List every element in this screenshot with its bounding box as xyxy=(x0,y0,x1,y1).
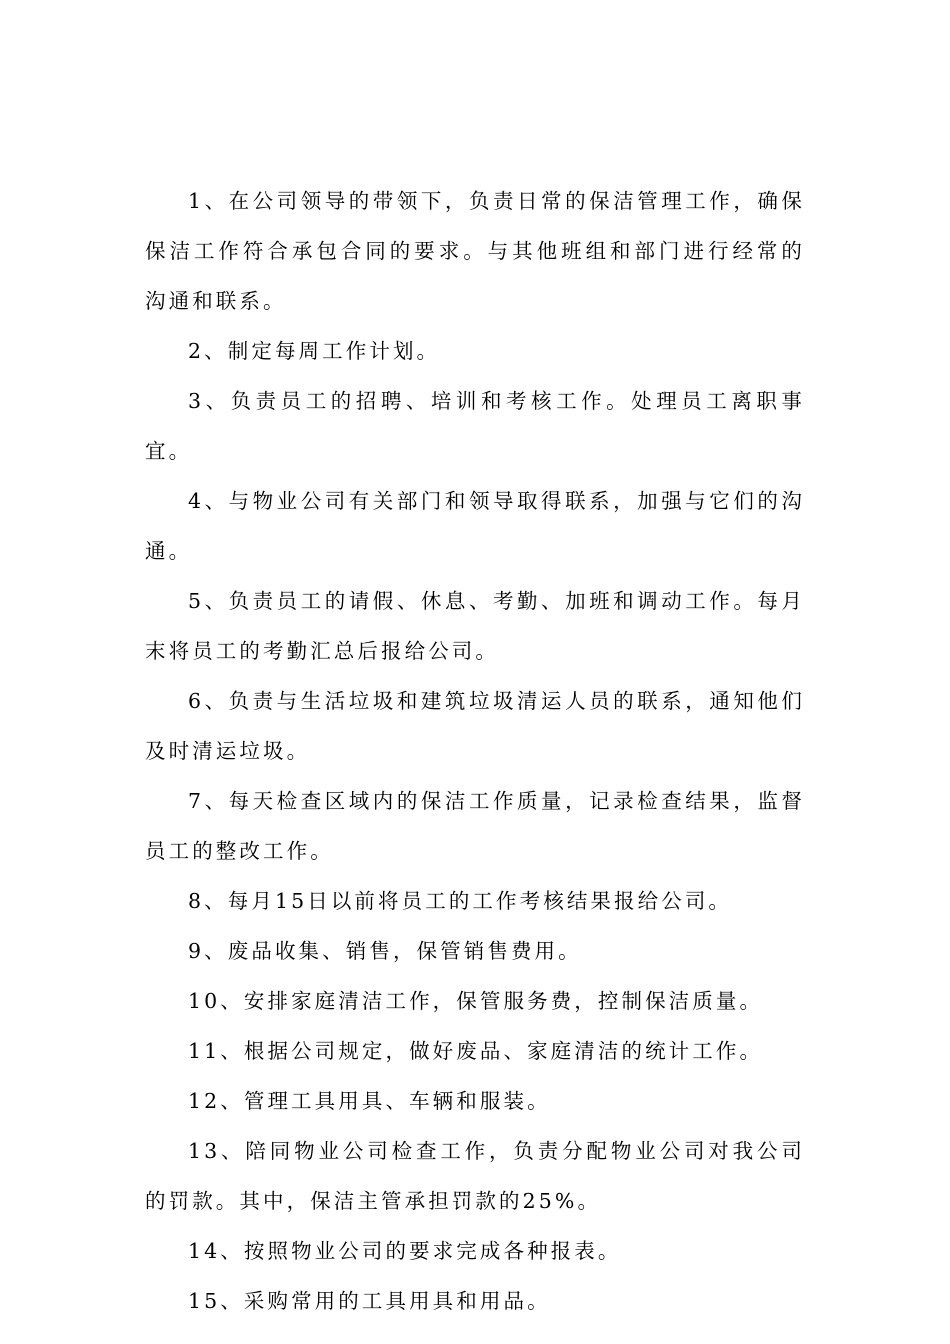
duty-item-5: 5、负责员工的请假、休息、考勤、加班和调动工作。每月末将员工的考勤汇总后报给公司。 xyxy=(145,589,805,663)
duty-item-12: 12、管理工具用具、车辆和服装。 xyxy=(188,1089,551,1113)
duty-item-3: 3、负责员工的招聘、培训和考核工作。处理员工离职事宜。 xyxy=(145,389,805,463)
duty-item-13: 13、陪同物业公司检查工作，负责分配物业公司对我公司的罚款。其中，保洁主管承担罚款的25%。 xyxy=(145,1139,805,1213)
duty-item-11: 11、根据公司规定，做好废品、家庭清洁的统计工作。 xyxy=(188,1039,764,1063)
duty-item-8: 8、每月15日以前将员工的工作考核结果报给公司。 xyxy=(188,889,733,913)
duty-item-2: 2、制定每周工作计划。 xyxy=(188,339,441,363)
duty-item-1: 1、在公司领导的带领下，负责日常的保洁管理工作，确保保洁工作符合承包合同的要求。与其他班组和部门进行经常的沟通和联系。 xyxy=(145,189,805,313)
duty-item-7: 7、每天检查区域内的保洁工作质量，记录检查结果，监督员工的整改工作。 xyxy=(145,789,805,863)
duty-item-10: 10、安排家庭清洁工作，保管服务费，控制保洁质量。 xyxy=(188,989,764,1013)
duty-item-4: 4、与物业公司有关部门和领导取得联系，加强与它们的沟通。 xyxy=(145,489,805,563)
duty-item-14: 14、按照物业公司的要求完成各种报表。 xyxy=(188,1239,622,1263)
duty-list xyxy=(145,176,805,1326)
duty-item-6: 6、负责与生活垃圾和建筑垃圾清运人员的联系，通知他们及时清运垃圾。 xyxy=(145,689,805,763)
duty-item-15: 15、采购常用的工具用具和用品。 xyxy=(188,1289,551,1313)
duty-item-9: 9、废品收集、销售，保管销售费用。 xyxy=(188,939,582,963)
